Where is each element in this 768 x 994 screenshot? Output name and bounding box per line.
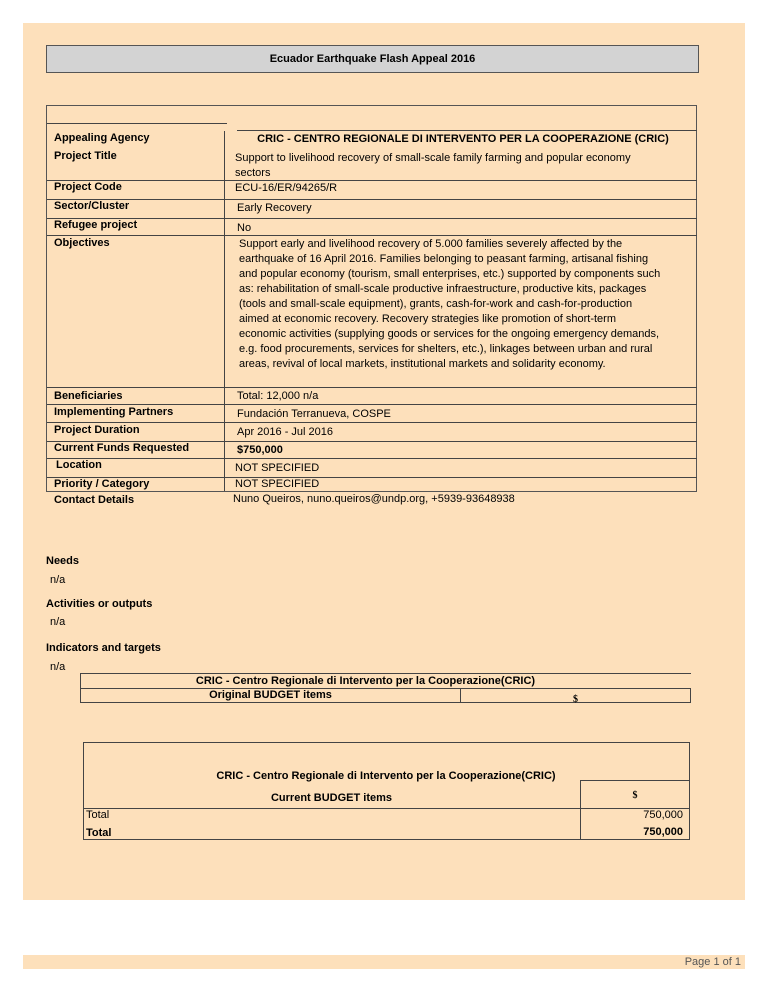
label-project-duration: Project Duration	[54, 424, 140, 436]
activities-heading: Activities or outputs	[46, 598, 153, 610]
label-beneficiaries: Beneficiaries	[54, 390, 123, 402]
column-divider	[224, 131, 225, 491]
value-beneficiaries: Total: 12,000 n/a	[237, 390, 319, 402]
value-sector-cluster: Early Recovery	[237, 202, 312, 214]
document-title: Ecuador Earthquake Flash Appeal 2016	[46, 45, 699, 73]
value-current-funds: $750,000	[237, 444, 283, 456]
original-budget-organization: CRIC - Centro Regionale di Intervento per la Cooperazione(CRIC)	[195, 675, 536, 687]
label-location: Location	[56, 459, 102, 471]
value-objectives: Support early and livelihood recovery of 5.000 families severely affected by the earthquake of 16 April 2016. Families belonging to peasant farming, artisanal fishing and popular economy (tourism, small enterprises, etc.) supported by components such as: rehabilitation of small-scale productive infraestructure, productive kits, packages (tools and small-scale equipment), grants, cash-for-work and cash-for-production aimed at economic recovery. Recovery strategies like promotion of short-term economic activities (supplying goods or services for the ongoing emergency demands, e.g. food procurements, services for shelters, etc.), linkages between urban and rural areas, revival of local markets, institutional markets and solidarity economy.	[239, 238, 661, 370]
value-implementing-partners: Fundación Terranueva, COSPE	[237, 408, 391, 420]
budget-total-value: 750,000	[643, 826, 683, 838]
current-budget-organization: CRIC - Centro Regionale di Intervento per la Cooperazione(CRIC)	[216, 770, 556, 782]
label-implementing-partners: Implementing Partners	[54, 406, 174, 418]
indicators-text: n/a	[50, 661, 66, 673]
activities-text: n/a	[50, 616, 66, 628]
footer-bar	[23, 955, 745, 969]
row-divider	[47, 387, 697, 388]
current-budget-table	[61, 742, 691, 839]
row-divider	[47, 199, 697, 200]
current-budget-currency: $	[632, 790, 638, 801]
label-project-title: Project Title	[54, 150, 117, 162]
value-priority-category: NOT SPECIFIED	[235, 478, 320, 490]
value-contact-details: Nuno Queiros, nuno.queiros@undp.org, +5939-93648938	[233, 493, 515, 505]
original-budget-currency: $	[573, 694, 578, 705]
project-info-table	[46, 105, 697, 506]
row-divider	[237, 130, 697, 131]
row-divider	[47, 123, 227, 124]
needs-heading: Needs	[46, 555, 80, 567]
label-sector-cluster: Sector/Cluster	[54, 200, 130, 212]
label-project-code: Project Code	[54, 181, 122, 193]
label-priority-category: Priority / Category	[54, 478, 150, 490]
current-budget-header: Current BUDGET items	[270, 792, 393, 804]
value-refugee-project: No	[237, 222, 252, 234]
label-contact-details: Contact Details	[54, 494, 135, 506]
value-project-title: Support to livelihood recovery of small-scale family farming and popular economy sectors	[235, 152, 631, 179]
row-divider	[47, 218, 697, 219]
label-current-funds: Current Funds Requested	[54, 442, 190, 454]
page-number: Page 1 of 1	[684, 956, 741, 968]
row-divider	[47, 422, 697, 423]
indicators-heading: Indicators and targets	[46, 642, 161, 654]
value-project-code: ECU-16/ER/94265/R	[235, 182, 338, 194]
needs-text: n/a	[50, 574, 66, 586]
original-budget-header: Original BUDGET items	[209, 689, 332, 701]
budget-total-label: Total	[86, 827, 112, 839]
budget-row-value: 750,000	[643, 809, 683, 821]
row-divider	[47, 458, 697, 459]
label-refugee-project: Refugee project	[54, 219, 138, 231]
budget-row-label: Total	[86, 809, 110, 821]
original-budget-table	[61, 673, 691, 709]
label-objectives: Objectives	[54, 237, 110, 249]
value-location: NOT SPECIFIED	[235, 462, 320, 474]
label-appealing-agency: Appealing Agency	[54, 132, 150, 144]
value-appealing-agency: CRIC - CENTRO REGIONALE DI INTERVENTO PER LA COOPERAZIONE (CRIC)	[257, 133, 669, 145]
value-project-duration: Apr 2016 - Jul 2016	[237, 426, 334, 438]
